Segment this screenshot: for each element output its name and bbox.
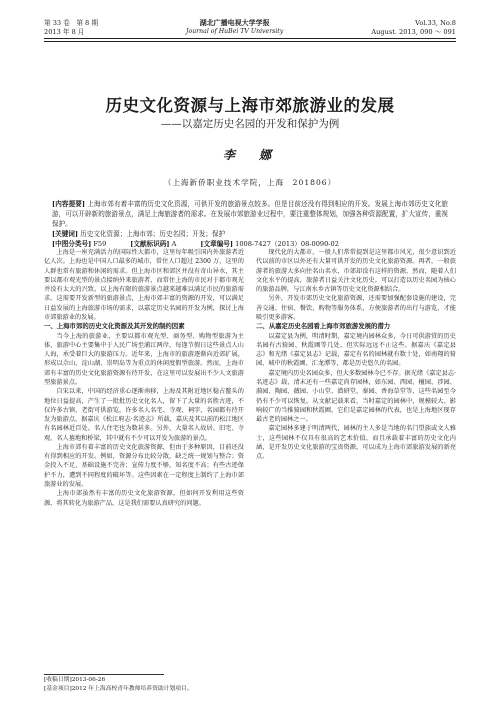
paragraph: 嘉定园林多建于明清两代，园林的主人多是当地的名门望族或文人雅士，这些园林不仅具有很高的艺术价值，而且承载着丰富的历史文化内涵，是开发历史文化旅游的宝贵资源，可以成为上海市郊旅游发展的新亮点。 (256, 425, 456, 461)
header-volume-en: Vol.33, No.8 (415, 19, 456, 27)
doc-code-value: A (171, 240, 177, 248)
keywords (52, 229, 448, 239)
abstract (52, 199, 448, 229)
body-columns (44, 248, 456, 672)
paragraph: 当今上海的旅游业，主要以都市观光型、商务型、购物型旅游为主体，旅游中心主要集中于人民广场至浦江两岸，每逢节假日这些景点人山人海，承受着巨大的旅游压力。近年来，上海市的旅游逐渐向近郊扩展，形成以佘山、淀山湖、崇明岛等为重点的休闲度假型旅游。然而，上海市郊有丰富的历史文化旅游资源有待开发，在这里可以发展出不少人文旅游型旅游景点。 (44, 332, 244, 386)
paragraph: 嘉定境内历史名园众多，但大多数园林今已不存。据光绪《嘉定县志·名迹志》载，清末还有一些嘉定尚存园林，如东园、西园、檀园、涉园、漪园、陶园、薇园、小山堂、潜研堂、秦园、香海草堂等，这些名园至今仍有不少可以恢复。从文献记载来看，当时嘉定的园林中，规模较大、影响较广的当推猗园和秋霞圃，它们是嘉定园林的代表，也是上海地区现存最古老的园林之一。 (256, 369, 456, 424)
journal-name-cn: 湖北广播电视大学学报 (199, 18, 270, 27)
paragraph: 上海市郊虽然有丰富的历史文化旅游资源，但如何开发利用这些资源，将其转化为旅游产品，这是我们需要认真研究的问题。 (44, 490, 244, 507)
article-title: 历史文化资源与上海市郊旅游业的发展 (105, 96, 395, 115)
article-id-value: 1008-7427（2013）08-0090-02 (235, 240, 339, 248)
section-heading: 一、上海市郊的历史文化资源及其开发的制约因素 (44, 322, 185, 331)
header-rule-thick (44, 38, 456, 39)
paragraph: 自宋以来，中国的经济重心逐渐南移，上海及其附近地区稳占鳌头的地位日益提高，产生了一批批历史文化名人，留下了大量的名胜古迹，不仅许多古镇、老街可供游览，许多名人名宅、寺观、祠字、名园都有待开发为旅游点，据嘉庆《松江府志·名迹志》所载，嘉庆及其以前的松江地区有名园林近百处。名人住宅也为数甚多。另外，大量名人故居、旧宅、寺观、名人墓地和桥梁，其中就有不少可以开发为旅游的景点。 (44, 388, 244, 442)
article-subtitle: ——以嘉定历史名园的开发和保护为例 (160, 118, 340, 130)
author-affiliation: （上海新侨职业技术学院，上海 201806） (163, 178, 337, 187)
clc-label: [中图分类号] (52, 240, 92, 248)
paragraph: 以嘉定县为例，明清时期，嘉定境内园林众多，今日可供游赏的历史名园有古猗园、秋霞圃等几处，但实际远远不止这些。据嘉庆《嘉定县志》和光绪《嘉定县志》记载，嘉定有名的园林就有数十处，如南翔的猗园、城中的秋霞圃、汇龙潭等，都是历史悠久的名园。 (256, 332, 456, 368)
left-column (44, 248, 244, 672)
paragraph: 上海市郊有着丰富的历史文化旅游资源，但由于多种原因，目前还没有得到相应的开发。例如，资源分布比较分散，缺乏统一规划与整合；资金投入不足，基础设施不完善；宣传力度不够，知名度不高；有些古迹保护不力，遭到不同程度的破坏等。这些因素在一定程度上制约了上海市郊旅游业的发展。 (44, 443, 244, 489)
paragraph: 现代化的大都市，一般人们常常提到是这里都市风光，很少意识到近代以前的市区以外还有大量可供开发的历史文化旅游资源。再者，一般旅游者的旅游大多向往名山名水，市郊却没有这样的资源，然而，随着人们文化水平的提高，旅游者日益关注文化历史。可以打造以历史名园为核心的旅游品牌，与江南水乡古镇等历史文化资源相结合。 (256, 249, 456, 294)
footnotes (44, 676, 456, 694)
paragraph: 上海是一座充满活力的国际性大都市，这里每年吸引国内外旅游者近亿人次。上海也是中国人口最多的城市，常住人口超过 2300 万，这里的人群也常有旅游和休闲的需求。但上海市区和郊区并没有奇山异水，其主要以都市观光型的景点接纳外来旅游者，而常住上海的市民对于都市观光并没有太大的兴致。以上海有限的旅游景点越来越难以满足市民的旅游需求。这需要开发新型的旅游景点，上海市郊丰富的资源的开发，可以满足日益发展的上海旅游市场的需求，以嘉定历史名园的开发为例，探讨上海市郊旅游业的发展。 (44, 249, 244, 321)
article-author: 李 娜 (222, 148, 277, 162)
received-date: [收稿日期]2013-06-26 (44, 677, 106, 683)
header-date: 2013 年 8 月 (44, 28, 85, 36)
footnote-rule (44, 674, 164, 675)
header-volume-info (44, 19, 98, 37)
header-rule-thin (44, 41, 456, 42)
article-id-label: [文章编号] (200, 240, 234, 248)
abstract-label: [内容提要] (52, 200, 86, 208)
article-metadata (52, 199, 448, 249)
header-journal-name (186, 18, 283, 36)
keywords-label: [关键词] (52, 230, 79, 238)
section-heading: 二、从嘉定历史名园看上海市郊旅游发展的潜力 (256, 322, 391, 331)
header-volume: 第 33 卷 第 8 期 (44, 19, 98, 27)
clc-value: F59 (93, 240, 107, 248)
doc-code-label: [文献标识码] (130, 240, 170, 248)
keywords-text: 历史文化资源；上海市郊；历史名园；开发；保护 (80, 230, 226, 238)
header-issue-info (371, 19, 456, 37)
fund-note: [基金项目]2012 年上海高校青年教师培养资助计划项目。 (44, 686, 193, 692)
paragraph: 另外，开发市郊历史文化旅游资源，还需要加强配套设施的建设，完善交通、住宿、餐饮、购物等服务体系，方便旅游者的出行与游览，才能吸引更多游客。 (256, 295, 456, 321)
right-column (256, 248, 456, 672)
header-pages: August. 2013, 090 ～ 091 (371, 28, 456, 36)
journal-name-en: Journal of HuBei TV University (186, 28, 284, 35)
abstract-text: 上海市郊有着丰富的历史文化资源，可供开发的旅游景点较多。但是目前还没有得到相应的开发。发展上海市郊历史文化旅游，可以开辟新的旅游景点，满足上海旅游者的需求。在发展市郊旅游业过程中，要注重整体规划，加强各种资源配置，扩大宣传，重视保护。 (52, 200, 448, 228)
